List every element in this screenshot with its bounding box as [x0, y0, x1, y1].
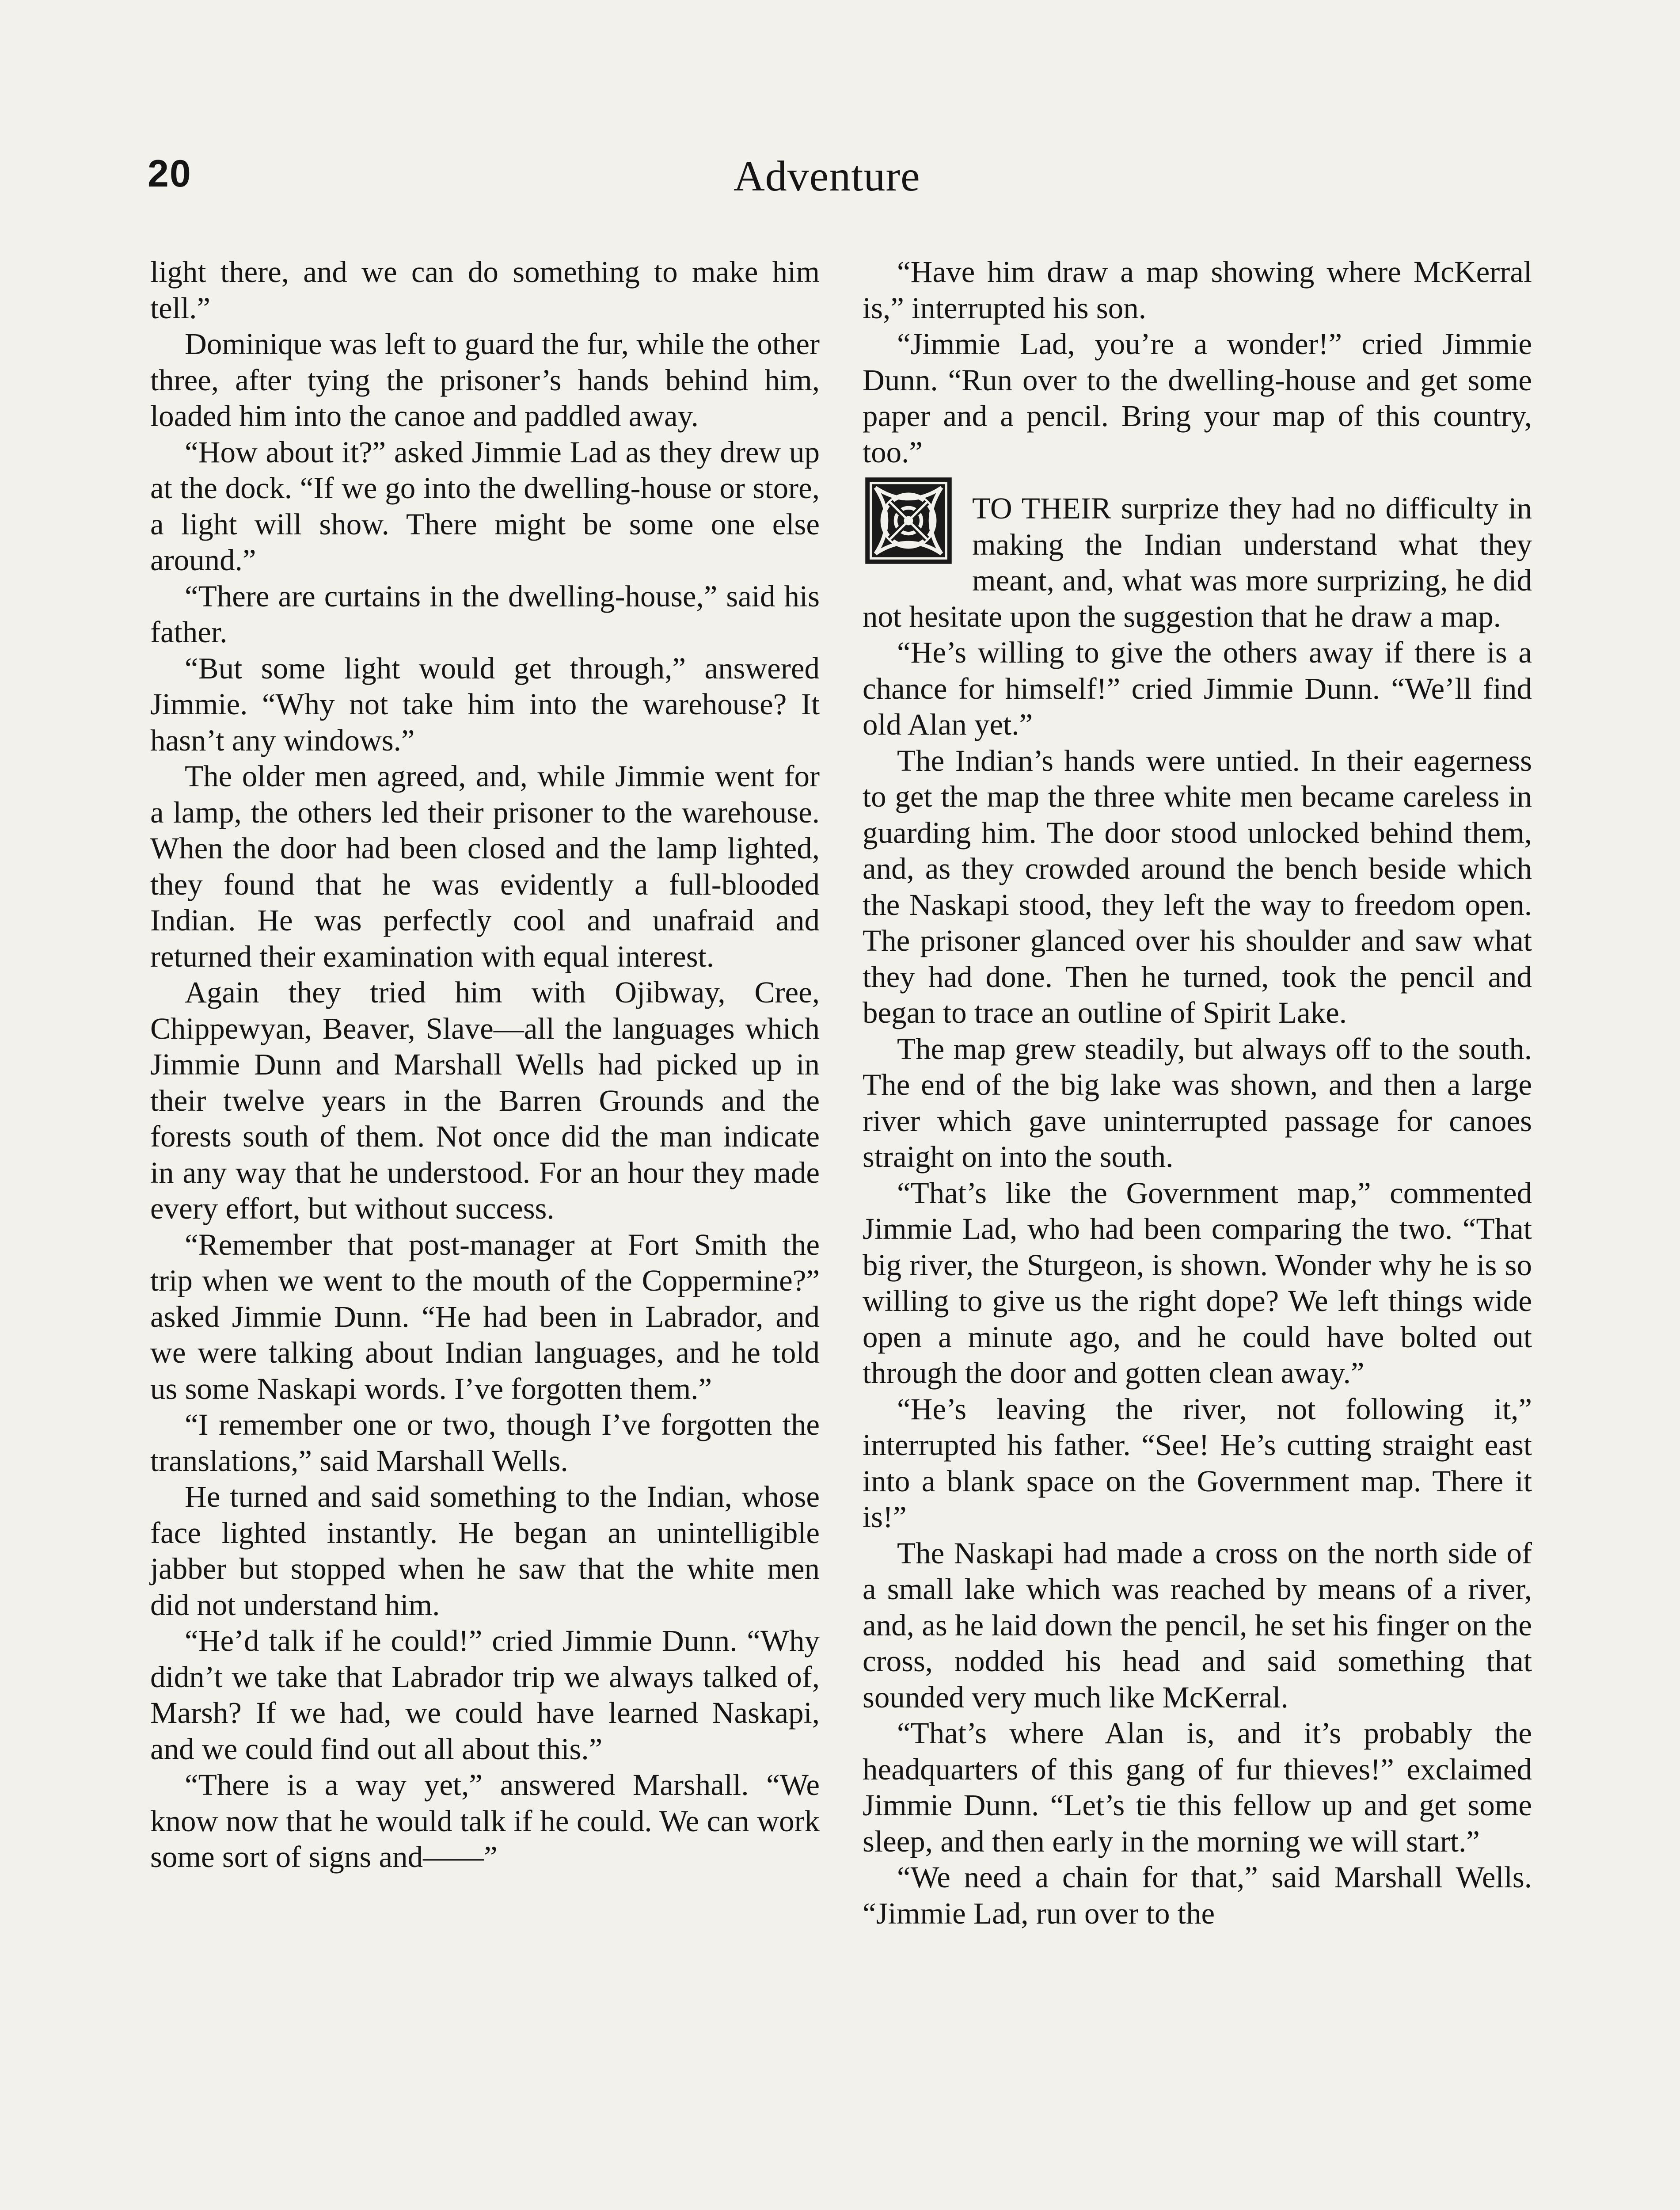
page-number: 20 [148, 152, 192, 195]
paragraph: “We need a chain for that,” said Marshall Wells. “Jimmie Lad, run over to the [863, 1860, 1532, 1930]
paragraph: “But some light would get through,” answered Jimmie. “Why not take him into the warehouse? It hasn’t any windows.” [150, 651, 820, 757]
paragraph: “How about it?” asked Jimmie Lad as they drew up at the dock. “If we go into the dwelling-house or store, a light will show. There might be some one else around.” [150, 435, 820, 577]
paragraph: “Jimmie Lad, you’re a wonder!” cried Jimmie Dunn. “Run over to the dwelling-house and get some paper and a pencil. Bring your map of this country, too.” [863, 327, 1532, 469]
paragraph: light there, and we can do something to make him tell.” [150, 255, 820, 325]
paragraph: The map grew steadily, but always off to the south. The end of the big lake was shown, and then a large river which gave uninterrupted passage for canoes straight on into the south. [863, 1032, 1532, 1174]
paragraph: “That’s like the Government map,” commented Jimmie Lad, who had been comparing the two. “That big river, the Sturgeon, is shown. Wonder why he is so willing to give us the right dope? We left things wide open a minute ago, and he could have bolted out through the door and gotten clean away.” [863, 1176, 1532, 1390]
left-column [150, 254, 820, 1875]
paragraph: “He’s leaving the river, not following it,” interrupted his father. “See! He’s cutting straight east into a blank space on the Government map. There it is!” [863, 1392, 1532, 1534]
paragraph: “He’s willing to give the others away if there is a chance for himself!” cried Jimmie Dunn. “We’ll find old Alan yet.” [863, 636, 1532, 741]
paragraph: Dominique was left to guard the fur, while the other three, after tying the prisoner’s hands behind him, loaded him into the canoe and paddled away. [150, 327, 820, 433]
paragraph: “I remember one or two, though I’ve forgotten the translations,” said Marshall Wells. [150, 1408, 820, 1478]
paragraph: “Remember that post-manager at Fort Smith the trip when we went to the mouth of the Coppermine?” asked Jimmie Dunn. “He had been in Labrador, and we were talking about Indian languages, and he told us some Naskapi words. I’ve forgotten them.” [150, 1227, 820, 1406]
paragraph: “There is a way yet,” answered Marshall. “We know now that he would talk if he could. We can work some sort of signs and——” [150, 1768, 820, 1874]
running-head: Adventure [734, 152, 920, 200]
paragraph: The Indian’s hands were untied. In their eagerness to get the map the three white men became careless in guarding him. The door stood unlocked behind them, and, as they crowded around the bench beside which the Naskapi stood, they left the way to freedom open. The prisoner glanced over his shoulder and saw what they had done. Then he turned, took the pencil and began to trace an outline of Spirit Lake. [863, 743, 1532, 1029]
paragraph: The Naskapi had made a cross on the north side of a small lake which was reached by means of a river, and, as he laid down the pencil, he set his finger on the cross, nodded his head and said something that sounded very much like McKerral. [863, 1536, 1532, 1714]
paragraph: He turned and said something to the Indian, whose face lighted instantly. He began an unintelligible jabber but stopped when he saw that the white men did not understand him. [150, 1480, 820, 1622]
paragraph: Again they tried him with Ojibway, Cree, Chippewyan, Beaver, Slave—all the languages which Jimmie Dunn and Marshall Wells had picked up in their twelve years in the Barren Grounds and the forests south of them. Not once did the man indicate in any way that he understood. For an hour they made every effort, but without success. [150, 975, 820, 1225]
paragraph: “That’s where Alan is, and it’s probably the headquarters of this gang of fur thieves!” exclaimed Jimmie Dunn. “Let’s tie this fellow up and get some sleep, and then early in the morning we will start.” [863, 1716, 1532, 1858]
paragraph: The older men agreed, and, while Jimmie went for a lamp, the others led their prisoner to the warehouse. When the door had been closed and the lamp lighted, they found that he was evidently a full-blooded Indian. He was perfectly cool and unafraid and returned their examination with equal interest. [150, 759, 820, 973]
right-column [863, 254, 1532, 1932]
paragraph: “There are curtains in the dwelling-house,” said his father. [150, 579, 820, 649]
celtic-knot-ornament [863, 475, 954, 567]
paragraph: “Have him draw a map showing where McKerral is,” interrupted his son. [863, 255, 1532, 325]
paragraph: “He’d talk if he could!” cried Jimmie Dunn. “Why didn’t we take that Labrador trip we always talked of, Marsh? If we had, we could have learned Naskapi, and we could find out all about this.” [150, 1624, 820, 1766]
paragraph: TO THEIR surprize they had no difficulty in making the Indian understand what they meant, and, what was more surprizing, he did not hesitate upon the suggestion that he draw a map. [863, 492, 1532, 633]
